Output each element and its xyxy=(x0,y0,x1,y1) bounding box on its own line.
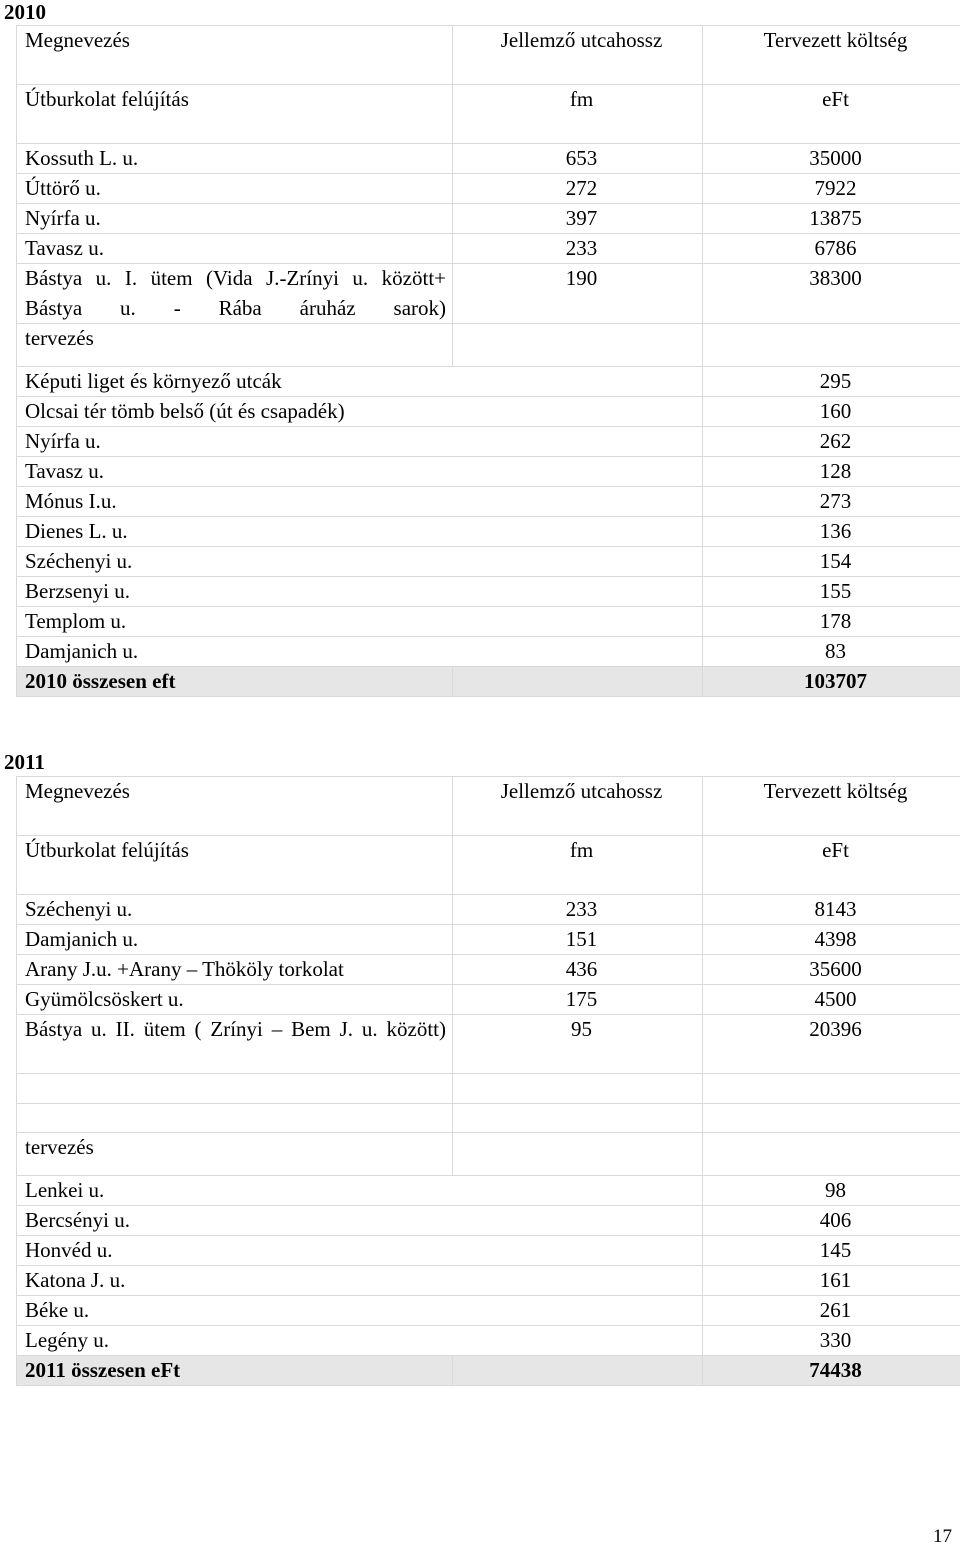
year-heading-2010: 2010 xyxy=(4,0,46,24)
row-name: Mónus I.u. xyxy=(17,487,703,517)
planning-label: tervezés xyxy=(17,324,453,367)
empty-row xyxy=(17,1074,960,1104)
table-row xyxy=(17,547,960,577)
row-name: Nyírfa u. xyxy=(17,204,453,234)
row-name: Gyümölcsöskert u. xyxy=(17,985,453,1015)
row-cost: 273 xyxy=(703,487,960,517)
row-name: Legény u. xyxy=(17,1326,703,1356)
table-row xyxy=(17,174,960,204)
table-row xyxy=(17,487,960,517)
row-cost: 83 xyxy=(703,637,960,667)
row-name: Honvéd u. xyxy=(17,1236,703,1266)
subheader-unit-length: fm xyxy=(453,85,703,144)
row-cost: 155 xyxy=(703,577,960,607)
row-name: Damjanich u. xyxy=(17,637,703,667)
header-length: Jellemző utcahossz xyxy=(453,26,703,85)
subheader-unit-length: fm xyxy=(453,836,703,895)
table-row xyxy=(17,457,960,487)
row-length: 95 xyxy=(453,1015,703,1074)
table-row xyxy=(17,1236,960,1266)
row-cost: 261 xyxy=(703,1296,960,1326)
table-header-row xyxy=(17,26,960,85)
row-cost: 13875 xyxy=(703,204,960,234)
row-name: Berzsenyi u. xyxy=(17,577,703,607)
row-cost: 295 xyxy=(703,367,960,397)
row-cost: 154 xyxy=(703,547,960,577)
row-name: Úttörő u. xyxy=(17,174,453,204)
table-row xyxy=(17,204,960,234)
row-name: Bercsényi u. xyxy=(17,1206,703,1236)
subheader-category: Útburkolat felújítás xyxy=(17,836,453,895)
row-cost: 38300 xyxy=(703,264,960,324)
header-length: Jellemző utcahossz xyxy=(453,777,703,836)
total-label: 2011 összesen eFt xyxy=(17,1356,453,1386)
table-row xyxy=(17,637,960,667)
row-cost: 98 xyxy=(703,1176,960,1206)
row-length: 151 xyxy=(453,925,703,955)
table-subheader-row xyxy=(17,85,960,144)
row-name: Béke u. xyxy=(17,1296,703,1326)
row-cost: 160 xyxy=(703,397,960,427)
row-cost: 35000 xyxy=(703,144,960,174)
table-row xyxy=(17,367,960,397)
row-name: Széchenyi u. xyxy=(17,547,703,577)
row-cost: 136 xyxy=(703,517,960,547)
row-cost: 330 xyxy=(703,1326,960,1356)
table-subheader-row xyxy=(17,836,960,895)
total-row xyxy=(17,1356,960,1386)
header-cost: Tervezett költség xyxy=(703,26,960,85)
table-row xyxy=(17,397,960,427)
table-row xyxy=(17,955,960,985)
table-row xyxy=(17,607,960,637)
subheader-unit-cost: eFt xyxy=(703,85,960,144)
table-row xyxy=(17,1326,960,1356)
table-row xyxy=(17,1176,960,1206)
table-row xyxy=(17,427,960,457)
total-label: 2010 összesen eft xyxy=(17,667,453,697)
row-cost: 128 xyxy=(703,457,960,487)
table-row xyxy=(17,895,960,925)
subheader-unit-cost: eFt xyxy=(703,836,960,895)
row-name: Képuti liget és környező utcák xyxy=(17,367,703,397)
table-row xyxy=(17,925,960,955)
row-cost: 8143 xyxy=(703,895,960,925)
header-name: Megnevezés xyxy=(17,26,453,85)
row-cost: 161 xyxy=(703,1266,960,1296)
row-length: 233 xyxy=(453,234,703,264)
row-name: Olcsai tér tömb belső (út és csapadék) xyxy=(17,397,703,427)
budget-table-2010 xyxy=(16,25,960,697)
row-length: 272 xyxy=(453,174,703,204)
page-number: 17 xyxy=(933,1526,952,1547)
row-name: Arany J.u. +Arany – Thököly torkolat xyxy=(17,955,453,985)
row-name: Bástya u. II. ütem ( Zrínyi – Bem J. u. között) xyxy=(17,1015,453,1074)
row-length: 175 xyxy=(453,985,703,1015)
row-name: Lenkei u. xyxy=(17,1176,703,1206)
year-heading-2011: 2011 xyxy=(4,750,45,774)
table-row xyxy=(17,1296,960,1326)
table-row xyxy=(17,234,960,264)
row-cost: 7922 xyxy=(703,174,960,204)
table-row xyxy=(17,264,960,324)
row-name: Széchenyi u. xyxy=(17,895,453,925)
planning-label: tervezés xyxy=(17,1133,453,1176)
row-cost: 35600 xyxy=(703,955,960,985)
row-cost: 4398 xyxy=(703,925,960,955)
row-length: 233 xyxy=(453,895,703,925)
planning-label-row xyxy=(17,1133,960,1176)
row-cost: 4500 xyxy=(703,985,960,1015)
row-name: Katona J. u. xyxy=(17,1266,703,1296)
table-row xyxy=(17,985,960,1015)
row-length: 436 xyxy=(453,955,703,985)
total-row xyxy=(17,667,960,697)
table-row xyxy=(17,577,960,607)
total-value: 103707 xyxy=(703,667,960,697)
row-name: Nyírfa u. xyxy=(17,427,703,457)
row-name: Templom u. xyxy=(17,607,703,637)
table-row xyxy=(17,1015,960,1074)
planning-label-row xyxy=(17,324,960,367)
header-name: Megnevezés xyxy=(17,777,453,836)
row-cost: 178 xyxy=(703,607,960,637)
table-row xyxy=(17,517,960,547)
empty-row xyxy=(17,1103,960,1133)
row-name: Bástya u. I. ütem (Vida J.-Zrínyi u. között+ Bástya u. - Rába áruház sarok) xyxy=(17,264,453,324)
budget-table-2011 xyxy=(16,776,960,1386)
row-length: 190 xyxy=(453,264,703,324)
subheader-category: Útburkolat felújítás xyxy=(17,85,453,144)
row-cost: 406 xyxy=(703,1206,960,1236)
header-cost: Tervezett költség xyxy=(703,777,960,836)
table-header-row xyxy=(17,777,960,836)
row-name: Damjanich u. xyxy=(17,925,453,955)
table-row xyxy=(17,1206,960,1236)
table-row xyxy=(17,1266,960,1296)
row-length: 397 xyxy=(453,204,703,234)
row-cost: 6786 xyxy=(703,234,960,264)
row-cost: 262 xyxy=(703,427,960,457)
row-name: Kossuth L. u. xyxy=(17,144,453,174)
total-value: 74438 xyxy=(703,1356,960,1386)
row-name: Tavasz u. xyxy=(17,457,703,487)
row-cost: 145 xyxy=(703,1236,960,1266)
row-name: Dienes L. u. xyxy=(17,517,703,547)
row-name: Tavasz u. xyxy=(17,234,453,264)
row-length: 653 xyxy=(453,144,703,174)
row-cost: 20396 xyxy=(703,1015,960,1074)
table-row xyxy=(17,144,960,174)
